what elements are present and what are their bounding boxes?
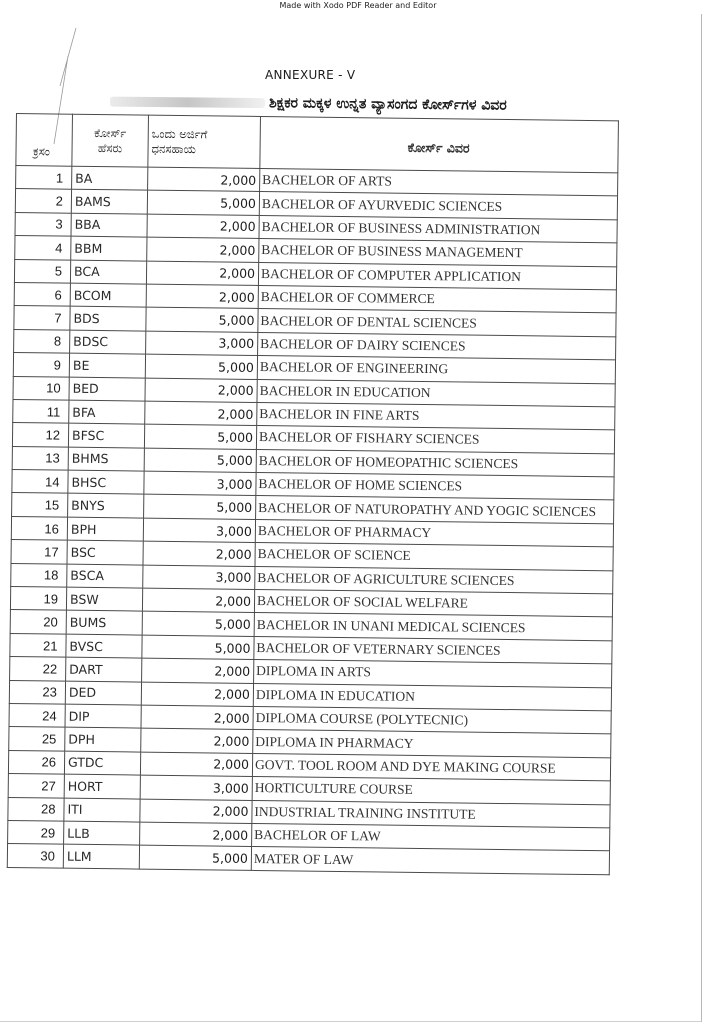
cell-amount: 2,000	[143, 541, 255, 566]
cell-description: BACHELOR OF ENGINEERING	[257, 356, 615, 384]
cell-serial: 23	[9, 680, 65, 704]
cell-amount: 2,000	[142, 658, 254, 683]
cell-course-code: DPH	[65, 728, 141, 752]
cell-serial: 6	[14, 282, 70, 306]
cell-description: BACHELOR OF COMMERCE	[258, 285, 616, 313]
cell-description: BACHELOR OF VETERNARY SCIENCES	[254, 636, 612, 664]
cell-amount: 2,000	[145, 378, 257, 403]
cell-description: BACHELOR OF PHARMACY	[255, 519, 613, 547]
document-title-text: ಶಿಕ್ಷಕರ ಮಕ್ಕಳ ಉನ್ನತ ವ್ಯಾಸಂಗದ ಕೋರ್ಸ್‌ಗಳ ವಿವರ	[268, 95, 507, 114]
cell-course-code: DART	[66, 657, 142, 681]
cell-course-code: BSW	[66, 587, 142, 611]
header-serial: ಕ್ರಸಂ	[16, 114, 73, 167]
cell-description: BACHELOR OF BUSINESS ADMINISTRATION	[259, 215, 617, 243]
cell-course-code: BSC	[67, 540, 143, 564]
cell-amount: 3,000	[144, 471, 256, 496]
cell-amount: 3,000	[140, 775, 252, 800]
cell-course-code: DIP	[65, 704, 141, 728]
cell-serial: 15	[12, 493, 68, 517]
cell-serial: 25	[9, 727, 65, 751]
header-course-name-line2: ಹೆಸರು	[97, 140, 123, 155]
cell-course-code: BPH	[67, 517, 143, 541]
courses-table	[7, 113, 619, 875]
cell-course-code: BFA	[69, 400, 145, 424]
cell-course-code: BDS	[70, 307, 146, 331]
cell-description: BACHELOR IN FINE ARTS	[257, 402, 615, 430]
cell-amount: 2,000	[148, 167, 260, 192]
header-description: ಕೋರ್ಸ್ ವಿವರ	[260, 116, 619, 172]
cell-course-code: BA	[72, 166, 148, 190]
cell-amount: 5,000	[144, 424, 256, 449]
header-amount-line1: ಒಂದು ಅರ್ಜಿಗೆ	[151, 126, 208, 141]
cell-serial: 22	[10, 657, 66, 681]
cell-amount: 2,000	[147, 214, 259, 239]
cell-amount: 5,000	[139, 845, 251, 870]
cell-amount: 5,000	[144, 448, 256, 473]
cell-amount: 3,000	[146, 331, 258, 356]
cell-serial: 27	[8, 774, 64, 798]
cell-amount: 3,000	[143, 518, 255, 543]
cell-serial: 2	[15, 189, 71, 213]
cell-description: DIPLOMA IN EDUCATION	[253, 683, 611, 711]
cell-description: BACHELOR OF COMPUTER APPLICATION	[258, 262, 616, 290]
cell-amount: 2,000	[147, 237, 259, 262]
cell-description: GOVT. TOOL ROOM AND DYE MAKING COURSE	[252, 753, 610, 781]
cell-serial: 12	[12, 423, 68, 447]
cell-amount: 2,000	[141, 705, 253, 730]
cell-amount: 2,000	[140, 822, 252, 847]
cell-serial: 14	[12, 470, 68, 494]
cell-description: HORTICULTURE COURSE	[252, 777, 610, 805]
cell-amount: 2,000	[145, 401, 257, 426]
cell-serial: 29	[8, 820, 64, 844]
cell-description: BACHELOR OF AGRICULTURE SCIENCES	[255, 566, 613, 594]
header-course-name-line1: ಕೋರ್ಸ್	[94, 125, 127, 140]
cell-serial: 19	[10, 587, 66, 611]
cell-amount: 3,000	[143, 565, 255, 590]
cell-amount: 5,000	[144, 495, 256, 520]
cell-serial: 8	[14, 329, 70, 353]
cell-description: BACHELOR OF AYURVEDIC SCIENCES	[259, 192, 617, 220]
cell-description: DIPLOMA IN PHARMACY	[253, 730, 611, 758]
cell-amount: 5,000	[142, 612, 254, 637]
cell-course-code: BNYS	[68, 494, 144, 518]
cell-description: MATER OF LAW	[251, 847, 609, 875]
cell-course-code: LLB	[64, 821, 140, 845]
cell-amount: 2,000	[140, 752, 252, 777]
smudged-text-mark	[110, 97, 265, 109]
cell-course-code: BCA	[70, 260, 146, 284]
table-body	[7, 166, 618, 875]
cell-serial: 4	[15, 236, 71, 260]
cell-description: BACHELOR OF NATUROPATHY AND YOGIC SCIENCES	[256, 496, 614, 524]
table-header-row	[16, 114, 619, 173]
cell-serial: 1	[16, 166, 72, 190]
cell-serial: 16	[11, 516, 67, 540]
cell-amount: 5,000	[142, 635, 254, 660]
cell-description: BACHELOR OF DAIRY SCIENCES	[258, 332, 616, 360]
cell-course-code: BAMS	[71, 190, 147, 214]
header-amount-line2: ಧನಸಹಾಯ	[151, 141, 196, 156]
cell-course-code: ITI	[64, 798, 140, 822]
cell-course-code: GTDC	[64, 751, 140, 775]
cell-amount: 2,000	[141, 728, 253, 753]
cell-serial: 5	[14, 259, 70, 283]
cell-serial: 13	[12, 446, 68, 470]
cell-course-code: BBM	[71, 236, 147, 260]
cell-amount: 2,000	[140, 799, 252, 824]
cell-serial: 18	[11, 563, 67, 587]
cell-description: BACHELOR OF HOMEOPATHIC SCIENCES	[256, 449, 614, 477]
cell-course-code: BDSC	[70, 330, 146, 354]
cell-course-code: BHMS	[68, 447, 144, 471]
cell-course-code: HORT	[64, 774, 140, 798]
cell-serial: 20	[10, 610, 66, 634]
cell-serial: 21	[10, 633, 66, 657]
cell-course-code: BHSC	[68, 470, 144, 494]
cell-description: BACHELOR IN EDUCATION	[257, 379, 615, 407]
cell-description: DIPLOMA IN ARTS	[254, 660, 612, 688]
cell-course-code: BSCA	[67, 564, 143, 588]
cell-serial: 30	[7, 844, 63, 868]
cell-amount: 5,000	[146, 307, 258, 332]
cell-description: BACHELOR OF FISHARY SCIENCES	[256, 426, 614, 454]
cell-serial: 9	[13, 353, 69, 377]
cell-amount: 5,000	[147, 191, 259, 216]
cell-course-code: BBA	[71, 213, 147, 237]
cell-amount: 2,000	[146, 284, 258, 309]
cell-description: BACHELOR OF SCIENCE	[255, 543, 613, 571]
cell-serial: 17	[11, 540, 67, 564]
cell-serial: 3	[15, 212, 71, 236]
cell-description: BACHELOR OF LAW	[252, 823, 610, 851]
cell-description: DIPLOMA COURSE (POLYTECNIC)	[253, 706, 611, 734]
cell-course-code: BVSC	[66, 634, 142, 658]
cell-course-code: BCOM	[70, 283, 146, 307]
cell-serial: 10	[13, 376, 69, 400]
annexure-title: ANNEXURE - V	[265, 68, 356, 82]
cell-description: BACHELOR OF ARTS	[260, 168, 618, 196]
header-course-name	[72, 114, 149, 167]
cell-course-code: BE	[69, 353, 145, 377]
cell-course-code: BED	[69, 377, 145, 401]
cell-amount: 2,000	[141, 682, 253, 707]
cell-serial: 24	[9, 703, 65, 727]
cell-serial: 28	[8, 797, 64, 821]
watermark-text: Made with Xodo PDF Reader and Editor	[279, 1, 437, 10]
cell-course-code: DED	[65, 681, 141, 705]
cell-serial: 26	[8, 750, 64, 774]
cell-description: BACHELOR OF HOME SCIENCES	[256, 473, 614, 501]
cell-serial: 7	[14, 306, 70, 330]
cell-serial: 11	[13, 399, 69, 423]
cell-description: INDUSTRIAL TRAINING INSTITUTE	[252, 800, 610, 828]
cell-course-code: BUMS	[66, 611, 142, 635]
cell-description: BACHELOR OF BUSINESS MANAGEMENT	[259, 239, 617, 267]
cell-course-code: LLM	[63, 844, 139, 868]
header-amount	[148, 115, 261, 168]
cell-amount: 5,000	[145, 354, 257, 379]
cell-description: BACHELOR OF DENTAL SCIENCES	[258, 309, 616, 337]
cell-description: BACHELOR OF SOCIAL WELFARE	[254, 589, 612, 617]
cell-description: BACHELOR IN UNANI MEDICAL SCIENCES	[254, 613, 612, 641]
cell-amount: 2,000	[146, 261, 258, 286]
cell-amount: 2,000	[142, 588, 254, 613]
cell-course-code: BFSC	[68, 423, 144, 447]
